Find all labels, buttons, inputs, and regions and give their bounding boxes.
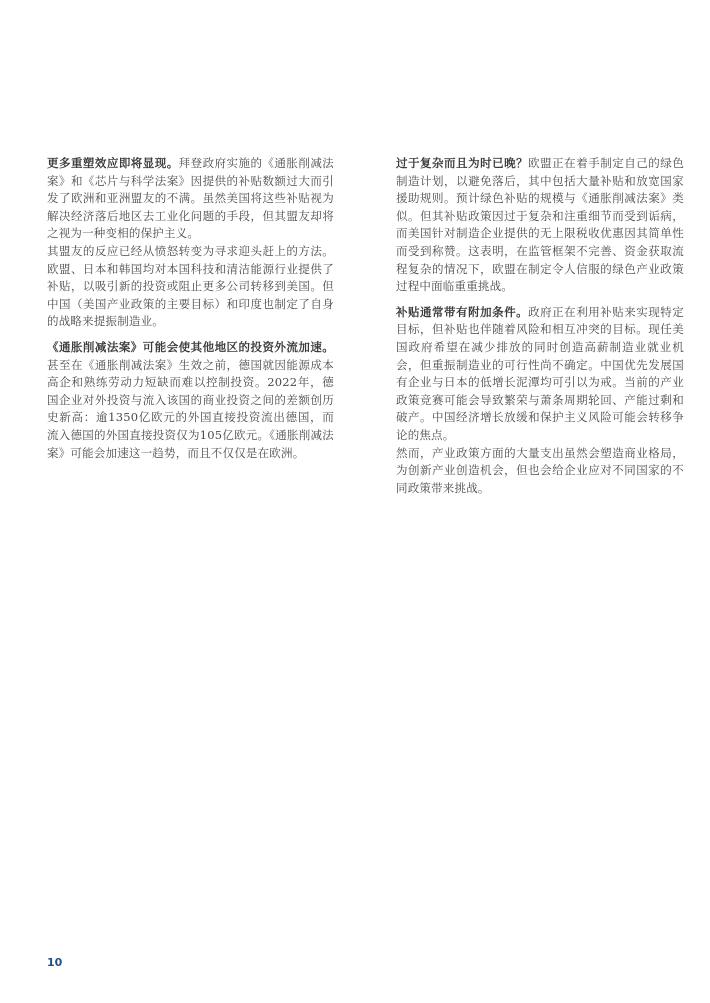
- paragraph: [47, 339, 334, 462]
- page-number: 10: [47, 956, 63, 969]
- section-heading: 《通胀削减法案》可能会使其他地区的投资外流加速。: [47, 339, 334, 354]
- section-reshaping-effects: [47, 155, 334, 331]
- paragraph: [396, 304, 684, 445]
- paragraph: [396, 445, 684, 498]
- section-ira-investment-outflow: [47, 339, 334, 462]
- body-text: 拜登政府实施的《通胀削减法案》和《芯片与科学法案》因提供的补贴数额过大而引发了欧洲和亚洲盟友的不满。虽然美国将这些补贴视为解决经济落后地区去工业化问题的手段，但其盟友却将之视为一种变相的保护主义。: [47, 156, 334, 241]
- section-heading: 补贴通常带有附加条件。: [396, 304, 529, 319]
- section-heading: 过于复杂而且为时已晚？: [396, 156, 529, 170]
- body-text: 政府正在利用补贴来实现特定目标，但补贴也伴随着风险和相互冲突的目标。现任美国政府希望在减少排放的同时创造高薪制造业就业机会，但重振制造业的可行性尚不确定。中国优先发展国有企业与日本的低增长泥潭均可引以为戒。当前的产业政策竞赛可能会导致繁荣与萧条周期轮回、产能过剩和破产。中国经济增长放缓和保护主义风险可能会转移争论的焦点。: [396, 304, 684, 442]
- paragraph: [47, 243, 334, 331]
- body-text: 其盟友的反应已经从愤怒转变为寻求迎头赶上的方法。欧盟、日本和韩国均对本国科技和清洁能源行业提供了补贴，以吸引新的投资或阻止更多公司转移到美国。但中国（美国产业政策的主要目标）和印度也制定了自身的战略来提振制造业。: [47, 243, 334, 329]
- body-text: 然而，产业政策方面的大量支出虽然会塑造商业格局，为创新产业创造机会，但也会给企业应对不同国家的不同政策带来挑战。: [396, 445, 684, 495]
- paragraph: [47, 155, 334, 243]
- section-heading: 更多重塑效应即将显现。: [47, 156, 179, 170]
- body-text: 欧盟正在着手制定自己的绿色制造计划，以避免落后，其中包括大量补贴和放宽国家援助规则。预计绿色补贴的规模与《通胀削减法案》类似。但其补贴政策因过于复杂和注重细节而受到诟病，而美国针对制造企业提供的无上限税收优惠因其简单性而受到称赞。这表明，在监管框架不完善、资金获取流程复杂的情况下，欧盟在制定令人信服的绿色产业政策过程中面临重重挑战。: [396, 156, 684, 294]
- section-too-complex-too-late: [396, 155, 684, 296]
- paragraph: [396, 155, 684, 296]
- right-column: [396, 155, 684, 505]
- body-text: 甚至在《通胀削减法案》生效之前，德国就因能源成本高企和熟练劳动力短缺而难以控制投资。2022年，德国企业对外投资与流入该国的商业投资之间的差额创历史新高：逾1350亿欧元的外国直接投资流出德国，而流入德国的外国直接投资仅为105亿欧元。《通胀削减法案》可能会加速这一趋势，而且不仅仅是在欧洲。: [47, 357, 334, 460]
- section-subsidies-strings-attached: [396, 304, 684, 498]
- left-column: [47, 155, 334, 470]
